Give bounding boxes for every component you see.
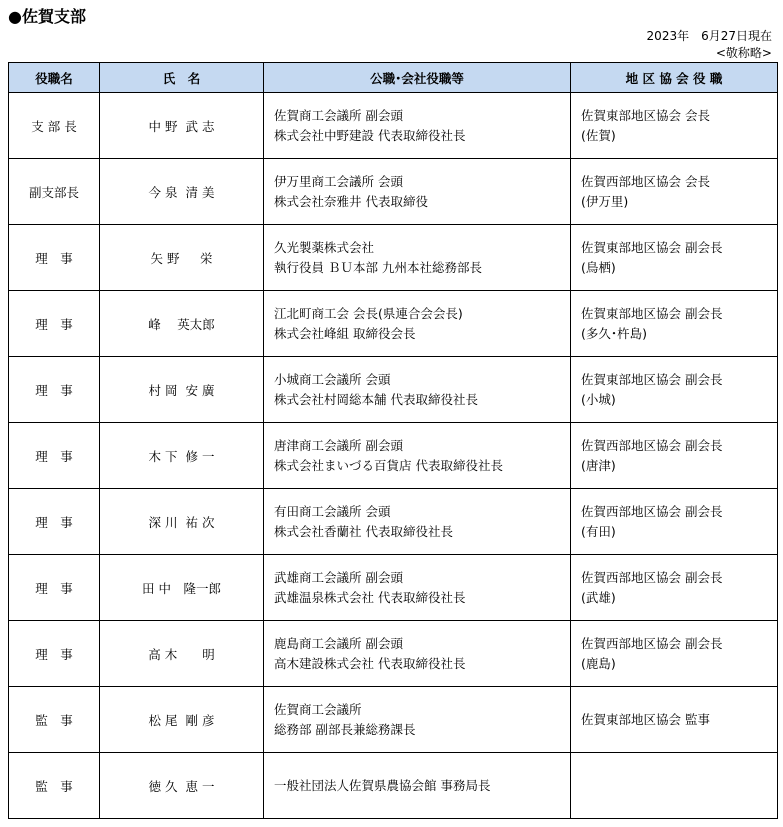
public-position-line: 唐津商工会議所 副会頭: [274, 437, 403, 453]
cell-role: 理 事: [9, 489, 100, 555]
cell-name: 深 川 祐 次: [100, 489, 264, 555]
cell-regional-positions: [571, 225, 778, 291]
cell-role: 理 事: [9, 291, 100, 357]
table-row: [9, 159, 778, 225]
regional-position-line: 佐賀西部地区協会 副会長: [581, 569, 723, 585]
public-position-line: 株式会社香蘭社 代表取締役社長: [274, 523, 453, 539]
cell-name: 木 下 修 一: [100, 423, 264, 489]
public-position-line: 伊万里商工会議所 会頭: [274, 173, 403, 189]
cell-regional-positions: [571, 621, 778, 687]
regional-position-line: 佐賀東部地区協会 副会長: [581, 305, 723, 321]
regional-position-line: 佐賀東部地区協会 副会長: [581, 239, 723, 255]
regional-position-line: 佐賀西部地区協会 会長: [581, 173, 710, 189]
table-row: [9, 423, 778, 489]
cell-regional-positions: [571, 687, 778, 753]
cell-public-positions: [264, 555, 571, 621]
cell-role: 副支部長: [9, 159, 100, 225]
table-row: [9, 489, 778, 555]
regional-position-line: (鳥栖): [581, 259, 616, 275]
regional-position-line: 佐賀東部地区協会 監事: [581, 711, 710, 727]
public-position-line: 小城商工会議所 会頭: [274, 371, 391, 387]
cell-regional-positions: [571, 753, 778, 819]
cell-regional-positions: [571, 357, 778, 423]
public-position-line: 一般社団法人佐賀県農協会館 事務局長: [274, 777, 491, 793]
column-header-name: 氏 名: [100, 63, 264, 93]
regional-position-line: (唐津): [581, 457, 616, 473]
column-header-role: 役職名: [9, 63, 100, 93]
cell-role: 理 事: [9, 555, 100, 621]
cell-public-positions: [264, 357, 571, 423]
public-position-line: 江北町商工会 会長(県連合会会長): [274, 305, 463, 321]
column-header-public-positions: 公職･会社役職等: [264, 63, 571, 93]
regional-position-line: (伊万里): [581, 193, 629, 209]
public-position-line: 株式会社村岡総本舗 代表取締役社長: [274, 391, 478, 407]
cell-public-positions: [264, 93, 571, 159]
table-row: [9, 555, 778, 621]
regional-position-line: 佐賀西部地区協会 副会長: [581, 437, 723, 453]
cell-role: 理 事: [9, 357, 100, 423]
cell-role: 監 事: [9, 753, 100, 819]
regional-position-line: (有田): [581, 523, 616, 539]
cell-name: 中 野 武 志: [100, 93, 264, 159]
regional-position-line: 佐賀西部地区協会 副会長: [581, 503, 723, 519]
public-position-line: 佐賀商工会議所: [274, 701, 362, 717]
cell-name: 村 岡 安 廣: [100, 357, 264, 423]
honorifics-note: <敬称略>: [715, 46, 772, 60]
table-header-row: [9, 63, 778, 93]
regional-position-line: 佐賀西部地区協会 副会長: [581, 635, 723, 651]
cell-role: 監 事: [9, 687, 100, 753]
public-position-line: 有田商工会議所 会頭: [274, 503, 391, 519]
public-position-line: 株式会社峰組 取締役会長: [274, 325, 416, 341]
public-position-line: 株式会社奈雅井 代表取締役: [274, 193, 428, 209]
public-position-line: 佐賀商工会議所 副会頭: [274, 107, 403, 123]
as-of-date: 2023年 6月27日現在: [646, 29, 772, 43]
table-row: [9, 687, 778, 753]
cell-role: 理 事: [9, 621, 100, 687]
table-body: [9, 93, 778, 819]
cell-regional-positions: [571, 555, 778, 621]
public-position-line: 高木建設株式会社 代表取締役社長: [274, 655, 466, 671]
cell-regional-positions: [571, 489, 778, 555]
column-header-regional-positions: 地 区 協 会 役 職: [571, 63, 778, 93]
public-position-line: 株式会社中野建設 代表取締役社長: [274, 127, 466, 143]
officers-table: [8, 62, 778, 819]
public-position-line: 総務部 副部長兼総務課長: [274, 721, 416, 737]
table-row: [9, 225, 778, 291]
cell-name: 徳 久 恵 一: [100, 753, 264, 819]
cell-name: 田 中 隆一郎: [100, 555, 264, 621]
regional-position-line: 佐賀東部地区協会 副会長: [581, 371, 723, 387]
cell-regional-positions: [571, 423, 778, 489]
cell-public-positions: [264, 621, 571, 687]
cell-public-positions: [264, 423, 571, 489]
cell-public-positions: [264, 687, 571, 753]
public-position-line: 鹿島商工会議所 副会頭: [274, 635, 403, 651]
table-row: [9, 753, 778, 819]
regional-position-line: 佐賀東部地区協会 会長: [581, 107, 710, 123]
cell-role: 支 部 長: [9, 93, 100, 159]
cell-role: 理 事: [9, 225, 100, 291]
cell-name: 松 尾 剛 彦: [100, 687, 264, 753]
regional-position-line: (佐賀): [581, 127, 616, 143]
regional-position-line: (武雄): [581, 589, 616, 605]
cell-regional-positions: [571, 291, 778, 357]
table-row: [9, 621, 778, 687]
regional-position-line: (多久･杵島): [581, 325, 648, 341]
cell-public-positions: [264, 489, 571, 555]
cell-public-positions: [264, 225, 571, 291]
cell-name: 高 木 明: [100, 621, 264, 687]
cell-public-positions: [264, 753, 571, 819]
cell-public-positions: [264, 291, 571, 357]
cell-name: 峰 英太郎: [100, 291, 264, 357]
page-title: ●佐賀支部: [8, 7, 86, 26]
regional-position-line: (小城): [581, 391, 616, 407]
cell-role: 理 事: [9, 423, 100, 489]
public-position-line: 執行役員 ＢＵ本部 九州本社総務部長: [274, 259, 482, 275]
cell-public-positions: [264, 159, 571, 225]
cell-regional-positions: [571, 159, 778, 225]
public-position-line: 久光製薬株式会社: [274, 239, 375, 255]
table-row: [9, 93, 778, 159]
table-row: [9, 291, 778, 357]
public-position-line: 株式会社まいづる百貨店 代表取締役社長: [274, 457, 503, 473]
cell-name: 矢 野 栄: [100, 225, 264, 291]
cell-regional-positions: [571, 93, 778, 159]
public-position-line: 武雄商工会議所 副会頭: [274, 569, 403, 585]
regional-position-line: (鹿島): [581, 655, 616, 671]
cell-name: 今 泉 清 美: [100, 159, 264, 225]
table-row: [9, 357, 778, 423]
public-position-line: 武雄温泉株式会社 代表取締役社長: [274, 589, 466, 605]
